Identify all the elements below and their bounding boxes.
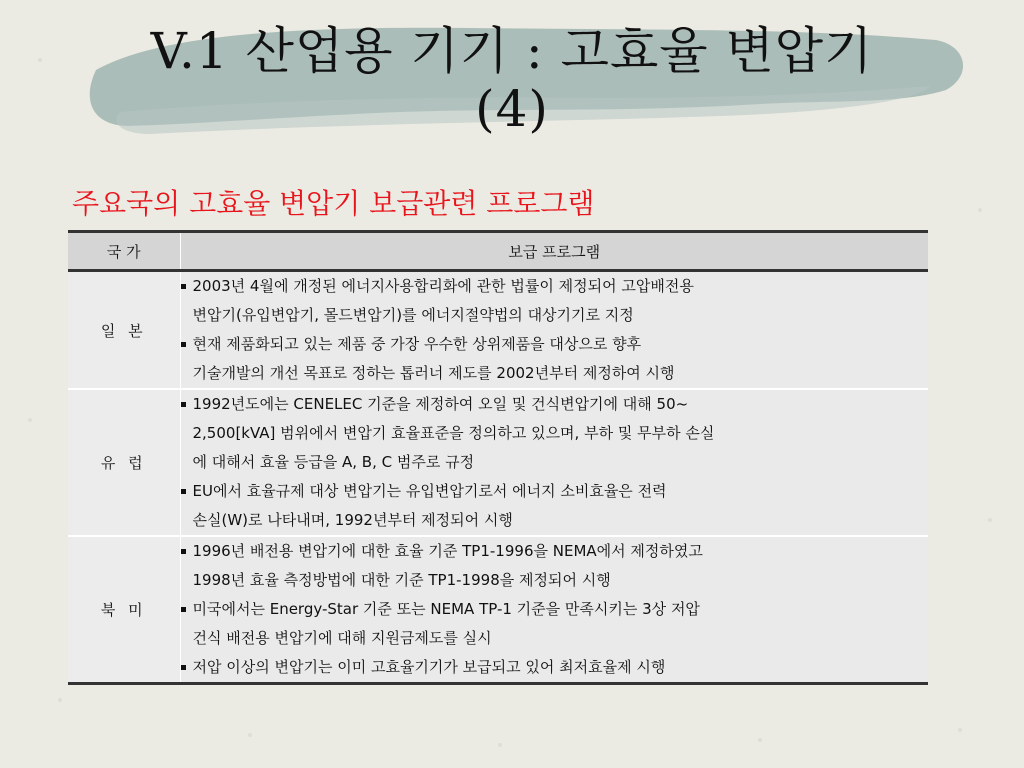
header-country: 국 가 <box>68 232 180 271</box>
slide-subtitle: 주요국의 고효율 변압기 보급관련 프로그램 <box>72 187 595 220</box>
program-item-line: 1998년 효율 측정방법에 대한 기준 TP1-1998을 제정되어 시행 <box>192 571 611 589</box>
slide-title-line-2: (4) <box>475 80 549 138</box>
program-item-line: 미국에서는 Energy-Star 기준 또는 NEMA TP-1 기준을 만족시키는 3상 저압 <box>192 600 700 618</box>
program-item-line: 손실(W)로 나타내며, 1992년부터 제정되어 시행 <box>192 511 513 529</box>
slide-title <box>0 22 1024 138</box>
program-item-line: EU에서 효율규제 대상 변압기는 유입변압기로서 에너지 소비효율은 전력 <box>192 482 667 500</box>
program-item-line: 1992년도에는 CENELEC 기준을 제정하여 오일 및 건식변압기에 대해 50~ <box>192 395 689 413</box>
program-item-line: 현재 제품화되고 있는 제품 중 가장 우수한 상위제품을 대상으로 향후 <box>192 335 642 353</box>
slide-title-line-1: V.1 산업용 기기 : 고효율 변압기 <box>150 22 874 80</box>
table-row-north-america <box>68 536 928 684</box>
program-item <box>181 272 929 330</box>
program-item-line: 1996년 배전용 변압기에 대한 효율 기준 TP1-1996을 NEMA에서 제정하였고 <box>192 542 703 560</box>
program-cell <box>180 271 928 390</box>
program-item <box>181 330 929 388</box>
program-item-line: 2,500[kVA] 범위에서 변압기 효율표준을 정의하고 있으며, 부하 및 무부하 손실 <box>192 424 715 442</box>
header-program: 보급 프로그램 <box>180 232 928 271</box>
program-item-line: 기술개발의 개선 목표로 정하는 톱러너 제도를 2002년부터 제정하여 시행 <box>192 364 675 382</box>
program-table <box>68 230 928 685</box>
program-item <box>181 537 929 595</box>
table-header-row <box>68 232 928 271</box>
program-item-line: 에 대해서 효율 등급을 A, B, C 범주로 규정 <box>192 453 475 471</box>
program-item-line: 2003년 4월에 개정된 에너지사용합리화에 관한 법률이 제정되어 고압배전용 <box>192 277 694 295</box>
program-item-line: 저압 이상의 변압기는 이미 고효율기기가 보급되고 있어 최저효율제 시행 <box>192 658 666 676</box>
program-item <box>181 477 929 535</box>
table-row-europe <box>68 389 928 536</box>
program-item-line: 변압기(유입변압기, 몰드변압기)를 에너지절약법의 대상기기로 지정 <box>192 306 634 324</box>
program-cell <box>180 536 928 684</box>
program-item <box>181 595 929 653</box>
program-item <box>181 653 929 682</box>
country-cell: 유 럽 <box>68 389 180 536</box>
program-item-line: 건식 배전용 변압기에 대해 지원금제도를 실시 <box>192 629 492 647</box>
country-cell: 일 본 <box>68 271 180 390</box>
program-cell <box>180 389 928 536</box>
country-cell: 북 미 <box>68 536 180 684</box>
program-item <box>181 390 929 477</box>
table-row-japan <box>68 271 928 390</box>
